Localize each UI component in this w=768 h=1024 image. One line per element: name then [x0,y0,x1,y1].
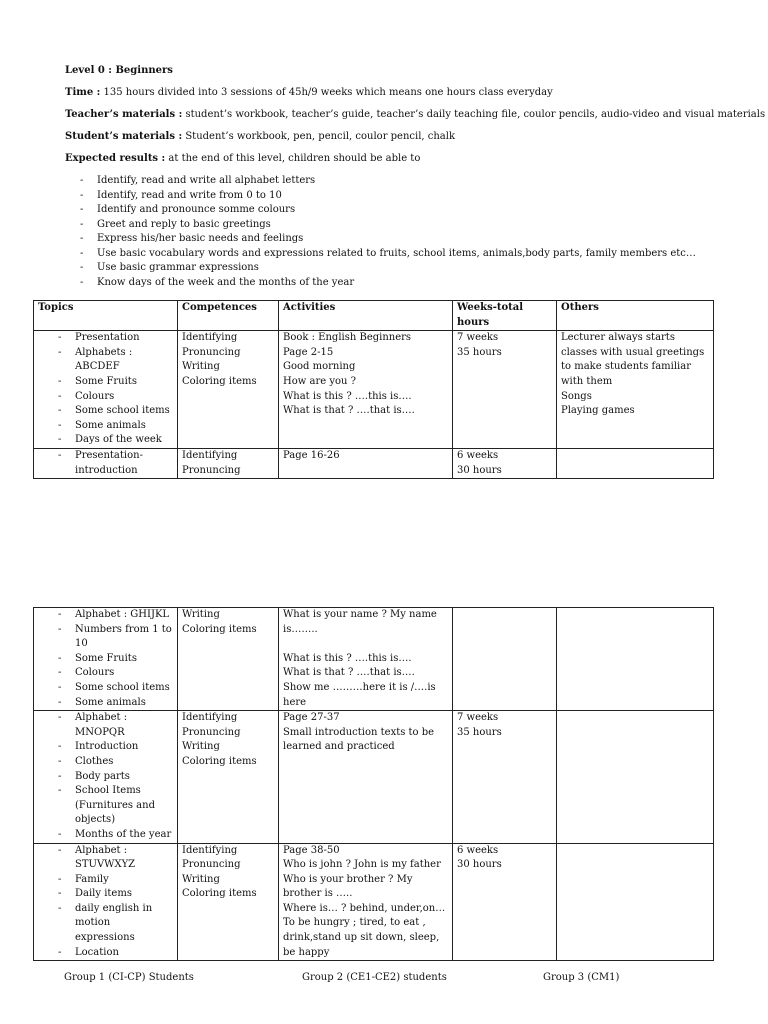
table-header-row [34,301,714,331]
topic-item: - Days of the week [58,433,173,448]
topic-item: - Colours [58,666,173,681]
weeks-item: 30 hours [457,859,502,871]
table-row [34,843,714,961]
curriculum-table-part2 [33,607,714,961]
weeks-item: 7 weeks [457,332,499,344]
topic-item: - Alphabets : ABCDEF [58,346,173,375]
topic-item: - Family [58,873,173,888]
cell-competences [178,711,279,843]
cell-activities [279,331,453,449]
table-row [34,331,714,449]
topic-item: - School Items (Furnitures and objects) [58,784,173,828]
topic-item: - Alphabet : STUVWXYZ [58,844,173,873]
topic-item: - Clothes [58,755,173,770]
expected-result-item: - Identify, read and write from 0 to 10 [80,189,725,204]
header-activities: Activities [279,301,453,331]
topic-item: - Colours [58,390,173,405]
table-body-part2 [34,608,714,961]
table-body-part1 [34,331,714,479]
topic-item: - Some animals [58,419,173,434]
weeks-item: 30 hours [457,464,502,476]
competence-item: Identifying [182,844,238,856]
competence-item: Identifying [182,712,238,724]
topics-list [38,844,173,961]
cell-others [557,711,714,843]
level-title-text: Level 0 : Beginners [65,65,173,76]
competence-item: Writing [182,873,220,885]
topics-list [38,449,173,478]
topic-item: - Some school items [58,681,173,696]
cell-competences [178,448,279,478]
expected-results-text: at the end of this level, children should be able to [165,152,421,164]
topic-item: - Presentation [58,331,173,346]
activity-item: Small introduction texts to be learned and practiced [283,726,435,753]
teacher-materials-line [65,108,766,123]
expected-results-line [65,152,725,167]
time-line [65,86,725,101]
expected-result-item: - Identify, read and write all alphabet letters [80,174,725,189]
expected-result-item: - Greet and reply to basic greetings [80,218,725,233]
expected-results-list [65,174,725,291]
competence-item: Pronuncing [182,346,241,358]
competence-item: Coloring items [182,623,257,635]
cell-weeks-total-hours [453,331,557,449]
topic-item: - Alphabet : GHIJKL [58,608,173,623]
competence-item: Pronuncing [182,859,241,871]
activity-item: Page 38-50 [283,844,340,856]
activity-item: How are you ? [283,375,356,387]
competence-item: Writing [182,741,220,753]
others-item: Songs [561,390,592,402]
student-materials-line [65,130,725,145]
weeks-item: 6 weeks [457,844,499,856]
footer-group-1: Group 1 (CI-CP) Students [64,972,194,983]
cell-weeks-total-hours [453,608,557,711]
expected-result-item: - Use basic vocabulary words and expressions related to fruits, school items, animals,body parts, family members etc… [80,247,725,262]
activity-item: To be hungry ; tired, to eat , drink,stand up sit down, sleep, be happy [283,917,440,958]
topic-item: - Months of the year [58,828,173,843]
cell-activities [279,711,453,843]
topic-item: - Location [58,946,173,961]
curriculum-table-part1 [33,300,714,479]
student-materials-label: Student’s materials : [65,130,183,142]
competence-item: Coloring items [182,375,257,387]
cell-activities [279,608,453,711]
weeks-item: 35 hours [457,346,502,358]
activity-item: Who is your brother ? My brother is ….. [283,873,413,900]
others-item: Lecturer always starts classes with usual greetings to make students familiar with them [561,332,705,387]
topic-item: - Some school items [58,404,173,419]
topic-item: - Some Fruits [58,375,173,390]
cell-weeks-total-hours [453,843,557,961]
competence-item: Coloring items [182,888,257,900]
weeks-item: 7 weeks [457,712,499,724]
activity-item: What is that ? ….that is…. [283,667,415,679]
weeks-item: 6 weeks [457,449,499,461]
weeks-item: 35 hours [457,726,502,738]
activity-item: Who is john ? John is my father [283,859,441,871]
time-text: 135 hours divided into 3 sessions of 45h/9 weeks which means one hours class everyday [100,86,553,98]
expected-results-label: Expected results : [65,152,166,164]
course-header [65,64,766,291]
footer-group-2: Group 2 (CE1-CE2) students [302,972,447,983]
cell-competences [178,843,279,961]
topic-item: - Some Fruits [58,652,173,667]
activity-item: Page 16-26 [283,449,340,461]
competence-item: Writing [182,609,220,620]
competence-item: Identifying [182,449,238,461]
cell-topics [34,448,178,478]
teacher-materials-text: student’s workbook, teacher’s guide, teacher’s daily teaching file, coulor pencils, audio-video and visual materials [182,108,766,120]
table-row [34,608,714,711]
header-competences: Competences [178,301,279,331]
competence-item: Pronuncing [182,726,241,738]
activity-item: Show me ………here it is /….is here [283,681,436,708]
header-topics: Topics [34,301,178,331]
table-row [34,711,714,843]
cell-others [557,331,714,449]
activity-item: What is this ? ….this is…. [283,652,412,664]
expected-result-item: - Use basic grammar expressions [80,261,725,276]
expected-result-item: - Know days of the week and the months of the year [80,276,725,291]
topic-item: - Introduction [58,740,173,755]
topics-list [38,608,173,710]
header-others: Others [557,301,714,331]
topics-list [38,711,173,842]
cell-topics [34,711,178,843]
cell-topics [34,843,178,961]
topic-item: - Some animals [58,696,173,711]
cell-others [557,608,714,711]
expected-result-item: - Identify and pronounce somme colours [80,203,725,218]
header-weeks-total-hours: Weeks-total hours [453,301,557,331]
activity-item: Where is… ? behind, under,on… [283,902,446,914]
time-label: Time : [65,86,101,98]
cell-topics [34,331,178,449]
topic-item: - Body parts [58,770,173,785]
cell-activities [279,448,453,478]
cell-activities [279,843,453,961]
cell-competences [178,608,279,711]
activity-item: What is that ? ….that is…. [283,405,415,417]
cell-weeks-total-hours [453,711,557,843]
cell-others [557,448,714,478]
competence-item: Pronuncing [182,464,241,476]
topics-list [38,331,173,448]
activity-item [283,637,448,652]
teacher-materials-label: Teacher’s materials : [65,108,183,120]
topic-item: - Presentation-introduction [58,449,173,478]
cell-competences [178,331,279,449]
activity-item: What is your name ? My name is…….. [283,609,437,635]
student-materials-text: Student’s workbook, pen, pencil, coulor pencil, chalk [182,130,456,142]
footer-group-3: Group 3 (CM1) [543,972,620,983]
competence-item: Coloring items [182,755,257,767]
cell-weeks-total-hours [453,448,557,478]
table-row [34,448,714,478]
cell-others [557,843,714,961]
activity-item: Book : English Beginners [283,332,412,344]
topic-item: - daily english in motion expressions [58,902,173,946]
topic-item: - Daily items [58,887,173,902]
others-item: Playing games [561,405,635,417]
level-title [65,64,725,79]
activity-item: Page 27-37 [283,712,340,724]
topic-item: - Alphabet : MNOPQR [58,711,173,740]
activity-item: What is this ? ….this is…. [283,390,412,402]
competence-item: Identifying [182,332,238,344]
activity-item: Good morning [283,361,356,373]
activity-item: Page 2-15 [283,346,334,358]
competence-item: Writing [182,361,220,373]
expected-result-item: - Express his/her basic needs and feelings [80,232,725,247]
cell-topics [34,608,178,711]
topic-item: - Numbers from 1 to 10 [58,623,173,652]
